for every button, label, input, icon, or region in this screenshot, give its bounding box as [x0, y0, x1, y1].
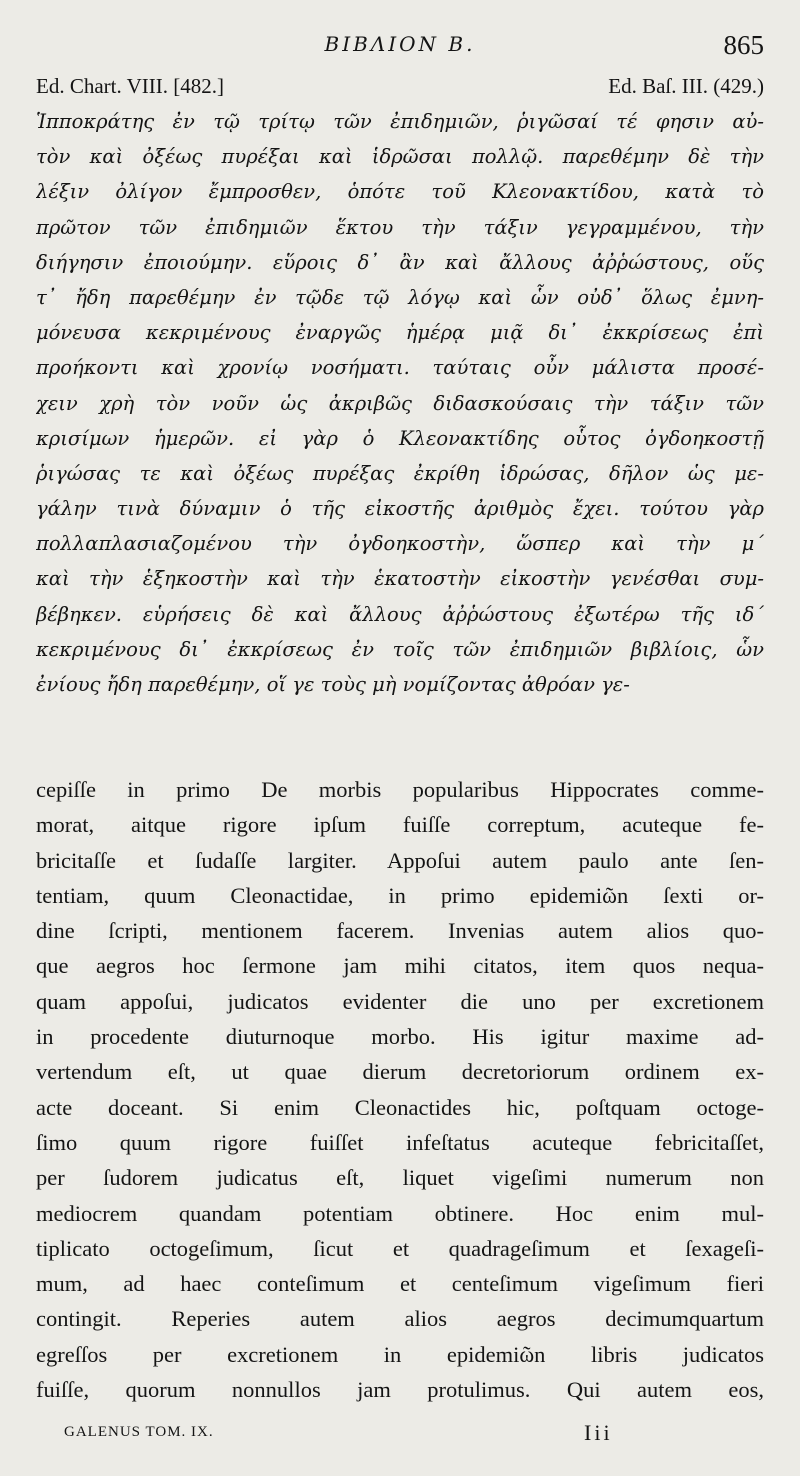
page-footer [64, 1420, 764, 1450]
greek-line: τὸν καὶ ὀξέως πυρέξαι καὶ ἱδρῶσαι πολλῷ. παρεθέμην δὲ τὴν [36, 145, 764, 169]
latin-line: mediocrem quandam potentiam obtinere. Hoc enim mul- [36, 1200, 764, 1226]
latin-line: dine ſcripti, mentionem facerem. Invenias autem alios quo- [36, 918, 764, 944]
greek-line: κεκριμένους δι᾽ ἐκκρίσεως ἐν τοῖς τῶν ἐπιδημιῶν βιβλίοις, ὧν [36, 637, 764, 661]
latin-line: mum, ad haec conteſimum et centeſimum vigeſimum fieri [36, 1271, 764, 1297]
edition-references [36, 74, 764, 102]
greek-line: πολλαπλασιαζομένου τὴν ὀγδοηκοστὴν, ὥσπερ καὶ τὴν μ΄ [36, 532, 764, 556]
latin-line: tiplicato octogeſimum, ſicut et quadrageſimum et ſexageſi- [36, 1235, 764, 1261]
signature-mark: GALENUS TOM. IX. [64, 1424, 214, 1440]
greek-line: χειν χρὴ τὸν νοῦν ὡς ἀκριβῶς διδασκούσαις τὴν τάξιν τῶν [36, 391, 764, 415]
greek-line: μόνευσα κεκριμένους ἐναργῶς ἡμέρᾳ μιᾷ δι᾽ ἐκκρίσεως ἐπὶ [36, 321, 764, 345]
greek-line: Ἱπποκράτης ἐν τῷ τρίτῳ τῶν ἐπιδημιῶν, ῥιγῶσαί τέ φησιν αὐ- [36, 110, 764, 133]
greek-line: λέξιν ὀλίγον ἔμπροσθεν, ὁπότε τοῦ Κλεονακτίδου, κατὰ τὸ [36, 180, 764, 204]
latin-line: que aegros hoc ſermone jam mihi citatos, item quos nequa- [36, 953, 764, 979]
greek-line: προήκοντι καὶ χρονίῳ νοσήματι. ταύταις οὖν μάλιστα προσέ- [36, 356, 764, 380]
latin-line: morat, aitque rigore ipſum fuiſſe correptum, acuteque fe- [36, 812, 764, 838]
greek-text-block [36, 104, 764, 702]
latin-line: egreſſos per excretionem in epidemiῶn libris judicatos [36, 1341, 764, 1367]
latin-line: cepiſſe in primo De morbis popularibus Hippocrates comme- [36, 777, 764, 802]
latin-line: quam appoſui, judicatos evidenter die uno per excretionem [36, 988, 764, 1014]
latin-line: vertendum eſt, ut quae dierum decretoriorum ordinem ex- [36, 1059, 764, 1085]
greek-line: γάλην τινὰ δύναμιν ὁ τῆς εἰκοστῆς ἀριθμὸς ἔχει. τούτου γὰρ [36, 497, 764, 521]
latin-line: fuiſſe, quorum nonnullos jam protulimus. Qui autem eos, [36, 1377, 764, 1403]
running-title: ΒΙΒΛΙΟΝ Β. [324, 32, 476, 56]
latin-line: ſimo quum rigore fuiſſet infeſtatus acuteque febricitaſſet, [36, 1129, 764, 1155]
latin-line: per ſudorem judicatus eſt, liquet vigeſimi numerum non [36, 1165, 764, 1191]
greek-line: καὶ τὴν ἑξηκοστὴν καὶ τὴν ἑκατοστὴν εἰκοστὴν γενέσθαι συμ- [36, 567, 764, 591]
edition-chartier-reference: Ed. Chart. VIII. [482.] [36, 74, 224, 98]
greek-line: ῥιγώσας τε καὶ ὀξέως πυρέξας ἐκρίθη ἱδρώσας, δῆλον ὡς με- [36, 461, 764, 485]
greek-line: διήγησιν ἐποιούμην. εὕροις δ᾽ ἂν καὶ ἄλλους ἀῤῥώστους, οὕς [36, 250, 764, 274]
page-number: 865 [723, 30, 764, 60]
greek-line: κρισίμων ἡμερῶν. εἰ γὰρ ὁ Κλεονακτίδης οὗτος ὀγδοηκοστῇ [36, 426, 764, 450]
running-head [36, 30, 764, 62]
greek-line: ἐνίους ἤδη παρεθέμην, οἵ γε τοὺς μὴ νομίζοντας ἀθρόαν γε- [36, 673, 630, 696]
latin-line: acte doceant. Si enim Cleonactides hic, poſtquam octoge- [36, 1094, 764, 1120]
gathering-mark: Iii [584, 1420, 613, 1445]
greek-line: πρῶτον τῶν ἐπιδημιῶν ἕκτου τὴν τάξιν γεγραμμένου, τὴν [36, 215, 764, 239]
latin-line: in procedente diuturnoque morbo. His igitur maxime ad- [36, 1024, 764, 1050]
latin-line: contingit. Reperies autem alios aegros decimumquartum [36, 1306, 764, 1332]
latin-line: tentiam, quum Cleonactidae, in primo epidemiῶn ſexti or- [36, 882, 764, 908]
greek-line: τ᾽ ἤδη παρεθέμην ἐν τῷδε τῷ λόγῳ καὶ ὧν οὐδ᾽ ὅλως ἐμνη- [36, 285, 764, 309]
greek-line: βέβηκεν. εὑρήσεις δὲ καὶ ἄλλους ἀῤῥώστους ἐξωτέρω τῆς ιδ΄ [36, 602, 764, 626]
edition-basel-reference: Ed. Baſ. III. (429.) [608, 74, 764, 98]
latin-line: bricitaſſe et ſudaſſe largiter. Appoſui autem paulo ante ſen- [36, 847, 764, 873]
latin-text-block [36, 772, 764, 1407]
